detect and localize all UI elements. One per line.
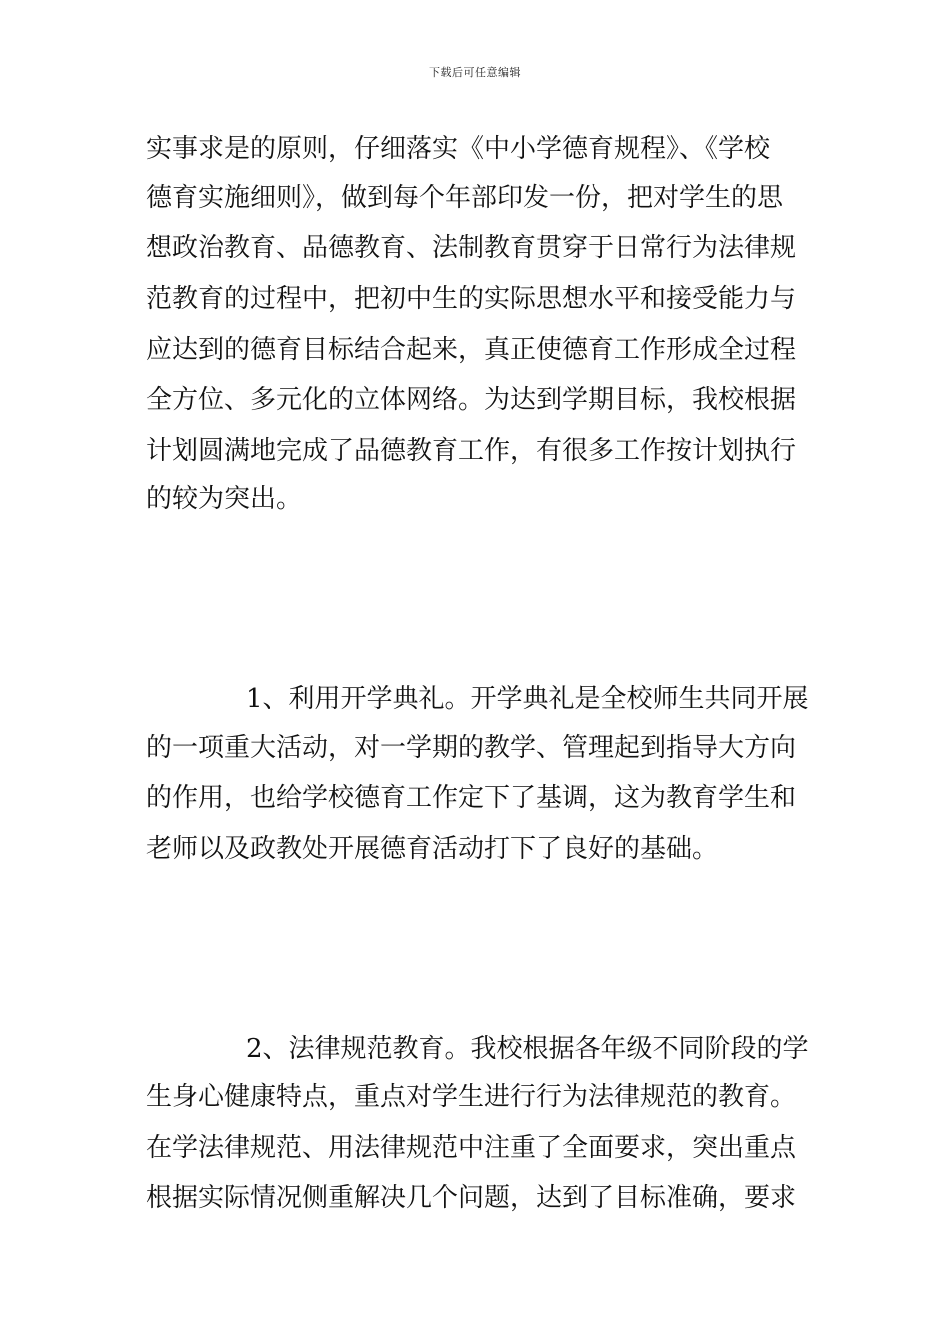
paragraph-1-line-8: 的较为突出。 <box>146 484 303 514</box>
paragraph-2-line-2: 的一项重大活动，对一学期的教学、管理起到指导大方向 <box>146 733 797 763</box>
paragraph-1-line-1: 实事求是的原则，仔细落实《中小学德育规程》、《学校 <box>146 134 771 164</box>
paragraph-1-line-4: 范教育的过程中，把初中生的实际思想水平和接受能力与 <box>146 284 797 314</box>
paragraph-2-line-4: 老师以及政教处开展德育活动打下了良好的基础。 <box>146 834 719 864</box>
paragraph-3-line-2: 生身心健康特点，重点对学生进行行为法律规范的教育。 <box>146 1082 797 1112</box>
paragraph-1-line-2: 德育实施细则》，做到每个年部印发一份，把对学生的思 <box>146 183 784 213</box>
paragraph-1-line-3: 想政治教育、品德教育、法制教育贯穿于日常行为法律规 <box>146 233 797 263</box>
paragraph-3-line-1: 2、法律规范教育。我校根据各年级不同阶段的学 <box>246 1034 809 1064</box>
paragraph-1-line-5: 应达到的德育目标结合起来，真正使德育工作形成全过程 <box>146 335 797 365</box>
paragraph-3-line-3: 在学法律规范、用法律规范中注重了全面要求，突出重点 <box>146 1133 797 1163</box>
paragraph-1-line-7: 计划圆满地完成了品德教育工作，有很多工作按计划执行 <box>146 436 797 466</box>
paragraph-2-line-1: 1、利用开学典礼。开学典礼是全校师生共同开展 <box>246 684 809 714</box>
paragraph-1-line-6: 全方位、多元化的立体网络。为达到学期目标，我校根据 <box>146 385 797 415</box>
page-header-note: 下载后可任意编辑 <box>429 66 521 79</box>
paragraph-2-line-3: 的作用，也给学校德育工作定下了基调，这为教育学生和 <box>146 783 797 813</box>
paragraph-3-line-4: 根据实际情况侧重解决几个问题，达到了目标准确，要求 <box>146 1183 797 1213</box>
